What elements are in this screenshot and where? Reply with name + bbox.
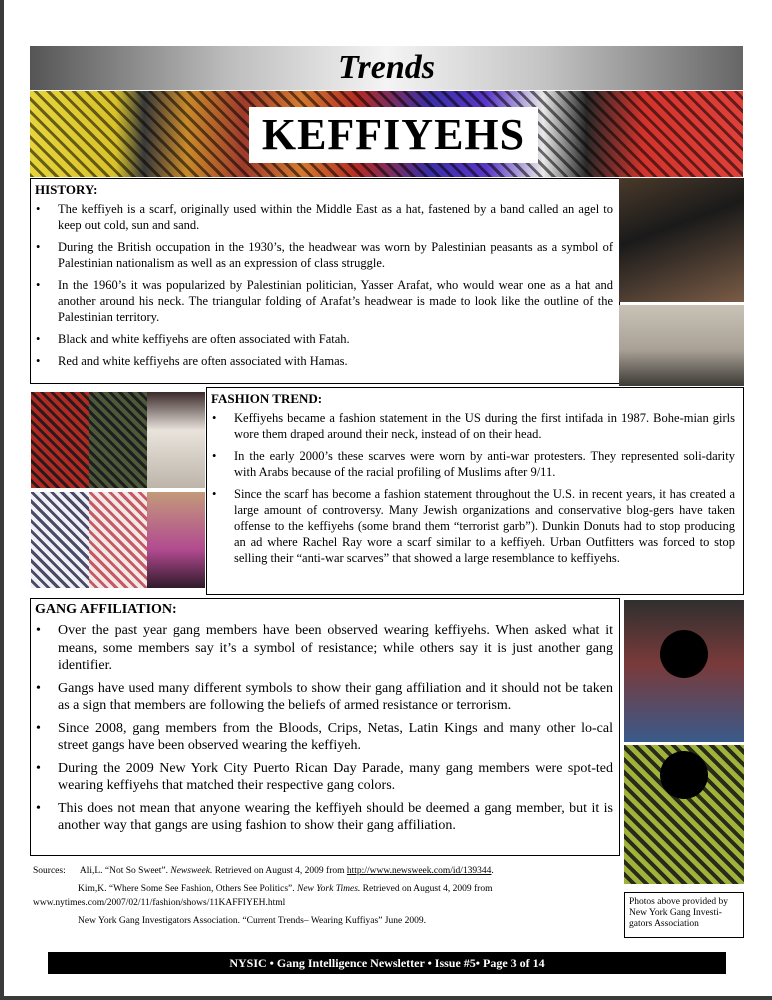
fashion-heading: FASHION TREND: [211, 391, 323, 406]
history-heading: HISTORY: [35, 182, 98, 197]
history-list [35, 201, 613, 369]
scarf-photo-pink [89, 492, 147, 588]
newsletter-footer: NYSIC • Gang Intelligence Newsletter • Issue #5• Page 3 of 14 [48, 952, 726, 974]
gang-heading: GANG AFFILIATION: [35, 602, 177, 617]
photo-credit: Photos above provided by New York Gang Investi-gators Association [624, 892, 744, 938]
gang-member-photo [624, 745, 744, 884]
face-redaction [660, 630, 708, 678]
list-item: • During the British occupation in the 1930’s, the headwear was worn by Palestinian peasants as a symbol of Palestinian nationalism as well as an expression of class struggle. [35, 239, 613, 271]
list-item: • Black and white keffiyehs are often associated with Fatah. [35, 331, 613, 347]
scarf-photo-blue [31, 492, 89, 588]
gang-list [35, 622, 613, 835]
fashion-trend-section [206, 387, 744, 595]
list-item: • Since 2008, gang members from the Bloods, Crips, Netas, Latin Kings and many other lo-cal street gangs have been observed wearing the keffiyeh. [35, 720, 613, 755]
list-item: • Since the scarf has become a fashion statement throughout the U.S. in recent years, it has created a large amount of controversy. Many Jewish organizations and conservative blog-gers have taken offense to the keffiyehs (some brand them “terrorist garb”). Dunkin Donuts had to stop producing an ad where Rachel Ray wore a scarf similar to a keffiyeh. Urban Outfitters was forced to stop selling their “anti-war scarves” that showed a large resemblance to keffiyehs. [211, 486, 735, 566]
page-title: KEFFIYEHS [261, 110, 526, 159]
list-item: • This does not mean that anyone wearing the keffiyeh should be deemed a gang member, but it is another way that gangs are using fashion to show their gang affiliation. [35, 800, 613, 835]
scarf-photo-green [89, 392, 147, 488]
list-item: • The keffiyeh is a scarf, originally used within the Middle East as a hat, fastened by a band called an agel to keep out cold, sun and sand. [35, 201, 613, 233]
arafat-photo [619, 178, 744, 302]
banner-title-box [249, 107, 538, 163]
fashion-list [211, 410, 735, 566]
source-1: Sources: Ali,L. “Not So Sweet”. Newsweek. Retrieved on August 4, 2009 from http://www.newsweek.com/id/139344. [33, 866, 494, 876]
list-item: • Keffiyehs became a fashion statement in the US during the first intifada in 1987. Bohe-mian girls wore them draped around their neck, instead of on their head. [211, 410, 735, 442]
man-in-keffiyeh-photo [619, 305, 744, 386]
sources [33, 864, 618, 932]
source-2: Kim,K. “Where Some See Fashion, Others See Politics”. New York Times. Retrieved on August 4, 2009 from www.nytimes.com/2007/02/11/fashion/shows/11KAFFIYEH.html [33, 884, 493, 908]
source-link[interactable]: http://www.newsweek.com/id/139344 [346, 866, 492, 876]
list-item: • During the 2009 New York City Puerto Rican Day Parade, many gang members were spot-ted wearing keffiyehs that matched their respective gang colors. [35, 760, 613, 795]
source-3: New York Gang Investigators Association. “Current Trends– Wearing Kuffiyas” June 2009. [78, 916, 426, 926]
page-border-bottom [0, 996, 772, 1000]
section-header-bar [30, 46, 743, 90]
keffiyeh-banner-image [30, 91, 743, 177]
face-redaction [660, 751, 708, 799]
list-item: • Gangs have used many different symbols to show their gang affiliation and it should not be taken as a sign that members are following the beliefs of armed resistance or terrorism. [35, 680, 613, 715]
sources-label: Sources: [33, 866, 66, 876]
scarf-photo-magenta [147, 492, 205, 588]
list-item: • In the 1960’s it was popularized by Palestinian politician, Yasser Arafat, who would wear one as a hat and another around his neck. The triangular folding of Arafat’s headwear is made to look like the outline of the Palestinian territory. [35, 277, 613, 325]
scarf-photo-white-black [147, 392, 205, 488]
gang-affiliation-section [30, 598, 620, 856]
history-section [30, 178, 620, 384]
section-title: Trends [338, 49, 435, 86]
page-border-left [0, 0, 4, 1000]
list-item: • In the early 2000’s these scarves were worn by anti-war protesters. They represented soli-darity with Arabs because of the racial profiling of Muslims after 9/11. [211, 448, 735, 480]
scarf-photo-red [31, 392, 89, 488]
list-item: • Over the past year gang members have been observed wearing keffiyehs. When asked what it means, some members say it’s a symbol of resistance; while others say it is just another gang identifier. [35, 622, 613, 675]
gang-member-photo [624, 600, 744, 742]
list-item: • Red and white keffiyehs are often associated with Hamas. [35, 353, 613, 369]
